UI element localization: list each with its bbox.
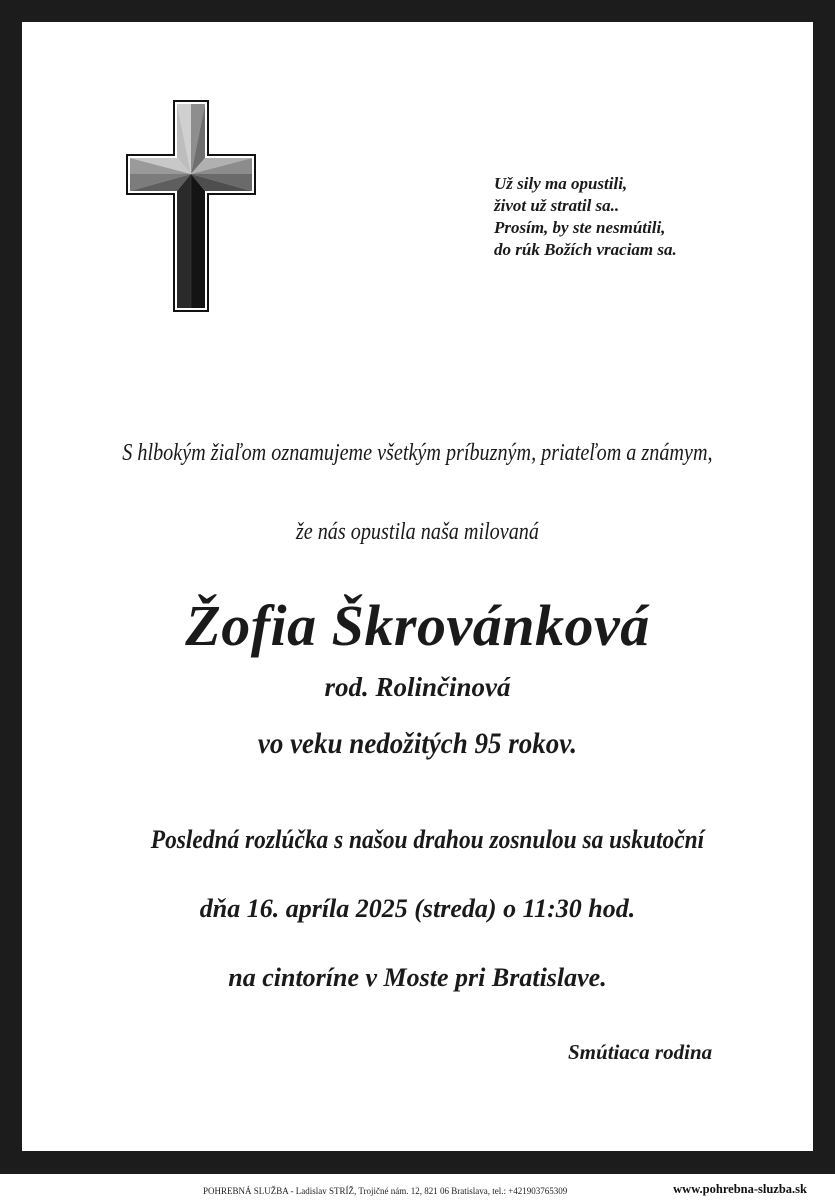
farewell-place: na cintoríne v Moste pri Bratislave. [228, 963, 607, 992]
cross-icon [126, 100, 256, 312]
farewell-date: dňa 16. apríla 2025 (streda) o 11:30 hod. [199, 894, 636, 923]
announcement-intro: S hlbokým žiaľom oznamujeme všetkým príbuzným, priateľom a známym, [122, 440, 713, 466]
maiden-name: rod. Rolinčinová [324, 672, 511, 702]
poem-line: Prosím, by ste nesmútili, [494, 218, 666, 237]
footer [0, 1180, 835, 1200]
poem-verse [494, 173, 794, 261]
website-link[interactable]: www.pohrebna-sluzba.sk [673, 1182, 807, 1196]
deceased-name: Žofia Škrovánková [185, 593, 650, 658]
poem-line: do rúk Božích vraciam sa. [494, 240, 677, 259]
announcement-intro-continued: že nás opustila naša milovaná [295, 519, 539, 545]
poem-line: Už sily ma opustili, [494, 174, 628, 193]
funeral-service-address: POHREBNÁ SLUŽBA - Ladislav STRÍŽ, Trojičné nám. 12, 821 06 Bratislava, tel.: +421903765309 [203, 1186, 568, 1196]
poem-line: život už stratil sa.. [494, 196, 620, 215]
farewell-announcement: Posledná rozlúčka s našou drahou zosnulou sa uskutoční [150, 825, 705, 854]
family-signature: Smútiaca rodina [568, 1040, 713, 1064]
age-statement: vo veku nedožitých 95 rokov. [257, 727, 578, 760]
